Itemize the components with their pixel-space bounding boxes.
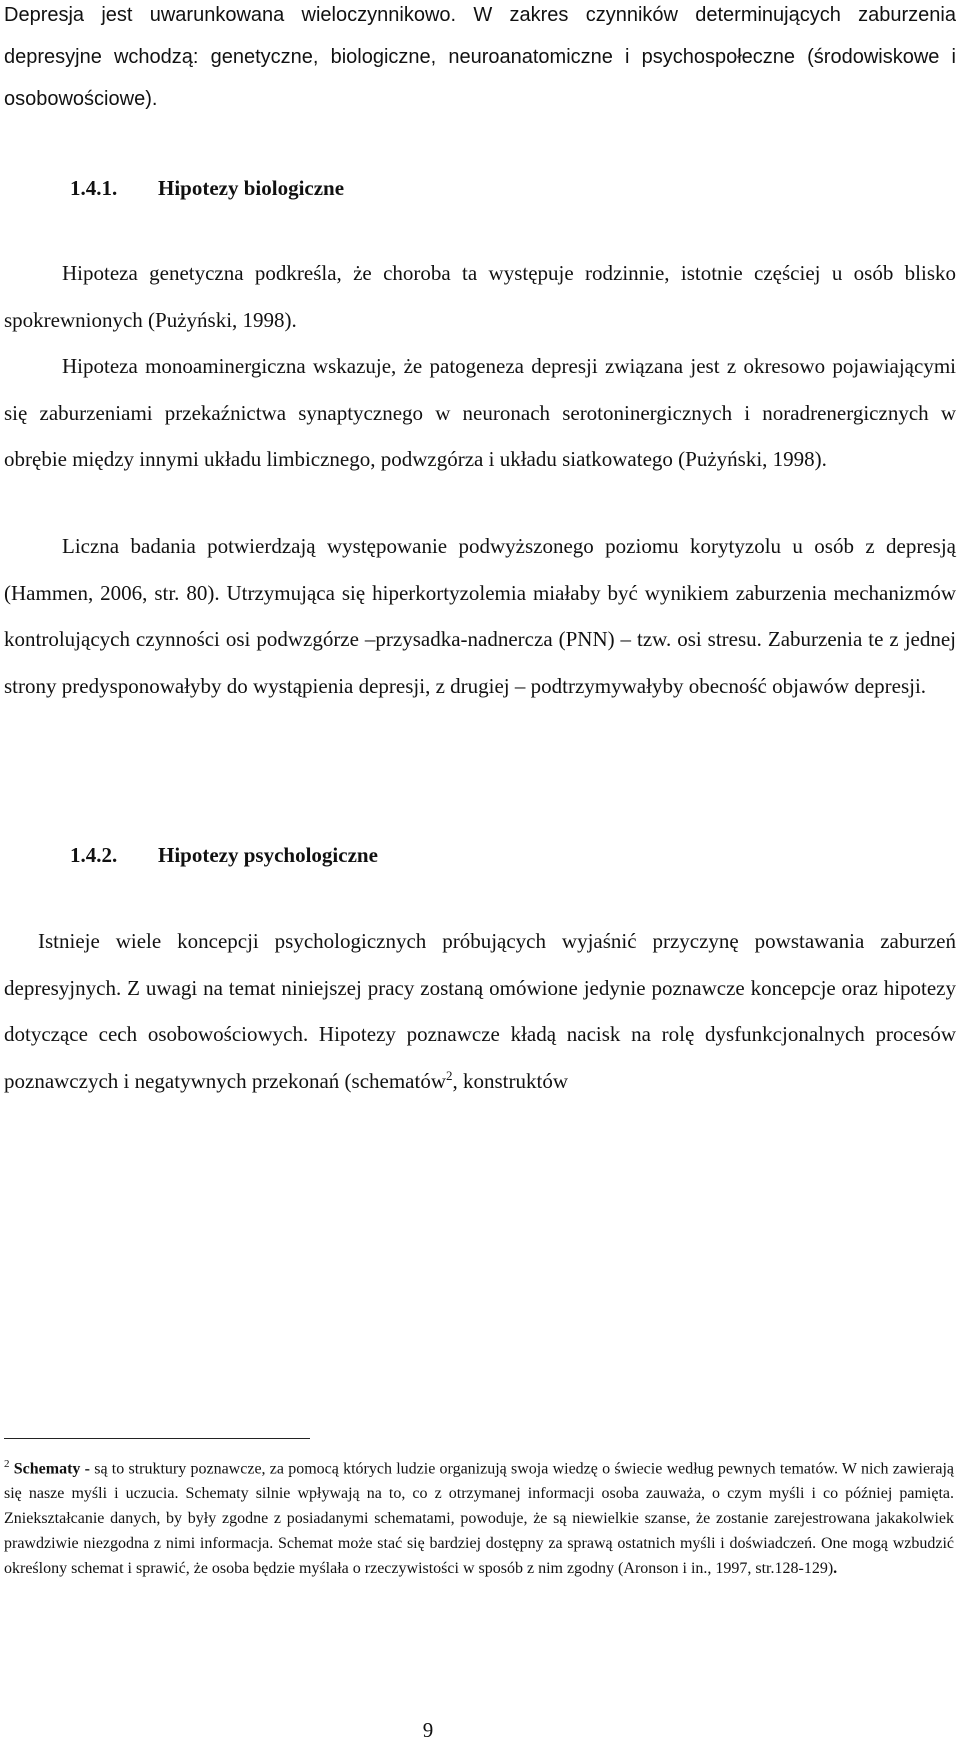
- paragraph-tail: , konstruktów: [452, 1068, 568, 1093]
- section-heading-biological: [70, 176, 344, 201]
- section-title: Hipotezy biologiczne: [158, 176, 345, 200]
- section-number: 1.4.1.: [70, 176, 118, 200]
- footnote-end: .: [833, 1560, 838, 1578]
- paragraph-monoamine-hypothesis: Hipoteza monoaminergiczna wskazuje, że patogeneza depresji związana jest z okresowo pojawiającymi się zaburzeniami przekaźnictwa synaptycznego w neuronach serotoninergicznych i noradrenergicznych w obrębie między innymi układu limbicznego, podwzgórza i układu siatkowatego (Pużyński, 1998).: [4, 354, 956, 471]
- section-title: Hipotezy psychologiczne: [158, 843, 378, 867]
- paragraph-genetic-hypothesis: Hipoteza genetyczna podkreśla, że choroba ta występuje rodzinnie, istotnie częściej u osób blisko spokrewnionych (Pużyński, 1998).: [4, 261, 956, 332]
- footnote-separator: [4, 1438, 310, 1439]
- page-number: 9: [422, 1718, 434, 1742]
- footnote-term: Schematy -: [13, 1460, 90, 1478]
- section-number: 1.4.2.: [70, 843, 118, 867]
- paragraph-cortisol-hypothesis: Liczna badania potwierdzają występowanie podwyższonego poziomu korytyzolu u osób z depresją (Hammen, 2006, str. 80). Utrzymująca się hiperkortyzolemia miałaby być wynikiem zaburzenia mechanizmów kontrolujących czynności osi podwzgórze –przysadka-nadnercza (PNN) – tzw. osi stresu. Zaburzenia te z jednej strony predysponowałyby do wystąpienia depresji, z drugiej – podtrzymywałyby obecność objawów depresji.: [4, 534, 956, 698]
- footnote-marker: 2: [4, 1458, 10, 1470]
- footnote-body: są to struktury poznawcze, za pomocą których ludzie organizują swoja wiedzę o świecie według pewnych tematów. W nich zawierają się nasze myśli i uczucia. Schematy silnie wpływają na to, co z otrzymanej informacji osoba zauważa, o czym myśli i co później pamięta. Zniekształcanie danych, by były zgodne z posiadanymi schematami, powoduje, że są niewielkie szanse, że zostanie zarejestrowana jakakolwiek prawdziwie niezgodna z nimi informacja. Schemat może stać się bardziej dostępny za sprawą ostatnich myśli i doświadczeń. One mogą wzbudzić określony schemat i sprawić, że osoba będzie myślała o rzeczywistości w sposób z nim zgodny (Aronson i in., 1997, str.128-129): [4, 1460, 955, 1578]
- section-heading-psychological: [70, 843, 378, 868]
- intro-paragraph: Depresja jest uwarunkowana wieloczynnikowo. W zakres czynników determinujących zaburzenia depresyjne wchodzą: genetyczne, biologiczne, neuroanatomiczne i psychospołeczne (środowiskowe i osobowościowe).: [4, 4, 956, 110]
- paragraph-psychological-concepts: [4, 918, 956, 1104]
- footnote-reference[interactable]: 2: [445, 1067, 453, 1083]
- footnote: [4, 1452, 954, 1581]
- paragraph-text: Istnieje wiele koncepcji psychologicznych próbujących wyjaśnić przyczynę powstawania zaburzeń depresyjnych. Z uwagi na temat niniejszej pracy zostaną omówione jedynie poznawcze koncepcje oraz hipotezy dotyczące cech osobowościowych. Hipotezy poznawcze kładą nacisk na rolę dysfunkcjonalnych procesów poznawczych i negatywnych przekonań (schematów: [4, 929, 956, 1093]
